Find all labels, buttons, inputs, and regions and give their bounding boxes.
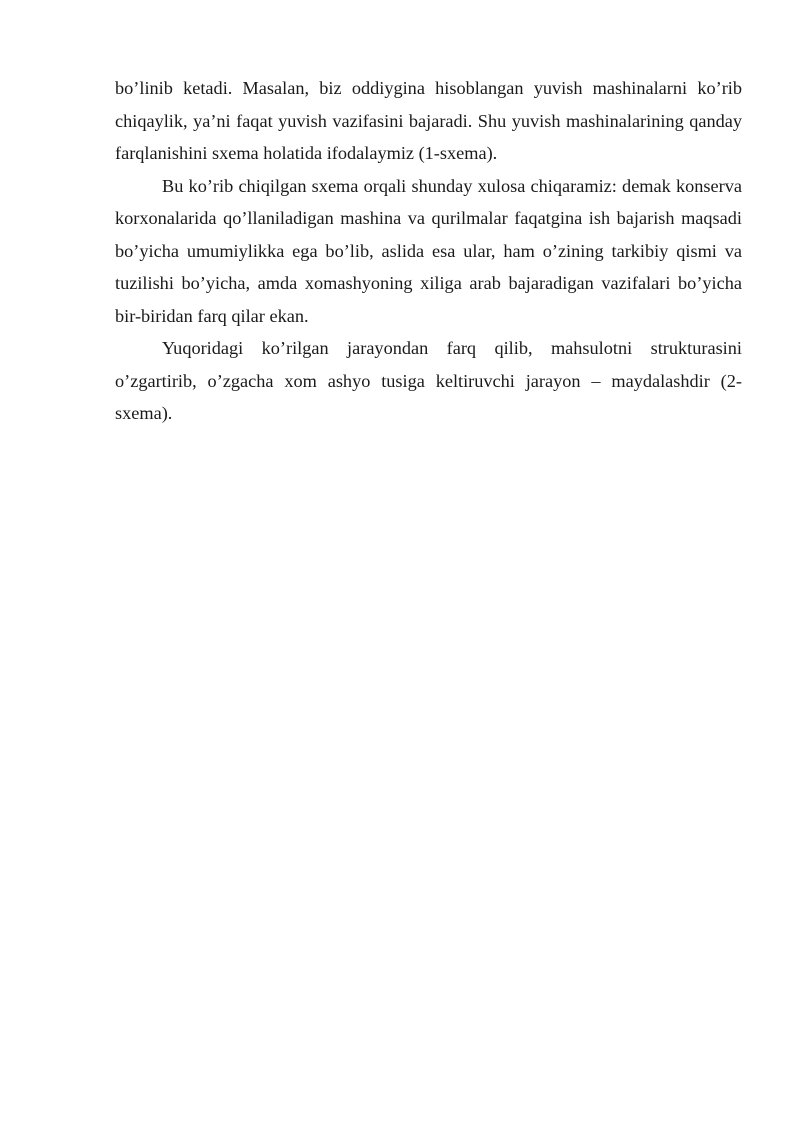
paragraph-1: bo’linib ketadi. Masalan, biz oddiygina hisoblangan yuvish mashinalarni ko’rib chiqaylik, ya’ni faqat yuvish vazifasini bajaradi. Shu yuvish mashinalarining qanday farqlanishini sxema holatida ifodalaymiz (1-sxema). xyxy=(115,78,742,163)
paragraph-2: Bu ko’rib chiqilgan sxema orqali shunday xulosa chiqaramiz: demak konserva korxonalarida qo’llaniladigan mashina va qurilmalar faqatgina ish bajarish maqsadi bo’yicha umumiylikka ega bo’lib, aslida esa ular, ham o’zining tarkibiy qismi va tuzilishi bo’yicha, amda xomashyoning xiliga arab bajaradigan vazifalari bo’yicha bir-biridan farq qilar ekan. xyxy=(115,175,742,326)
paragraph-3: Yuqoridagi ko’rilgan jarayondan farq qilib, mahsulotni strukturasini o’zgartirib, o’zgacha xom ashyo tusiga keltiruvchi jarayon – maydalashdir (2-sxema). xyxy=(115,338,742,423)
body-text xyxy=(115,72,742,430)
